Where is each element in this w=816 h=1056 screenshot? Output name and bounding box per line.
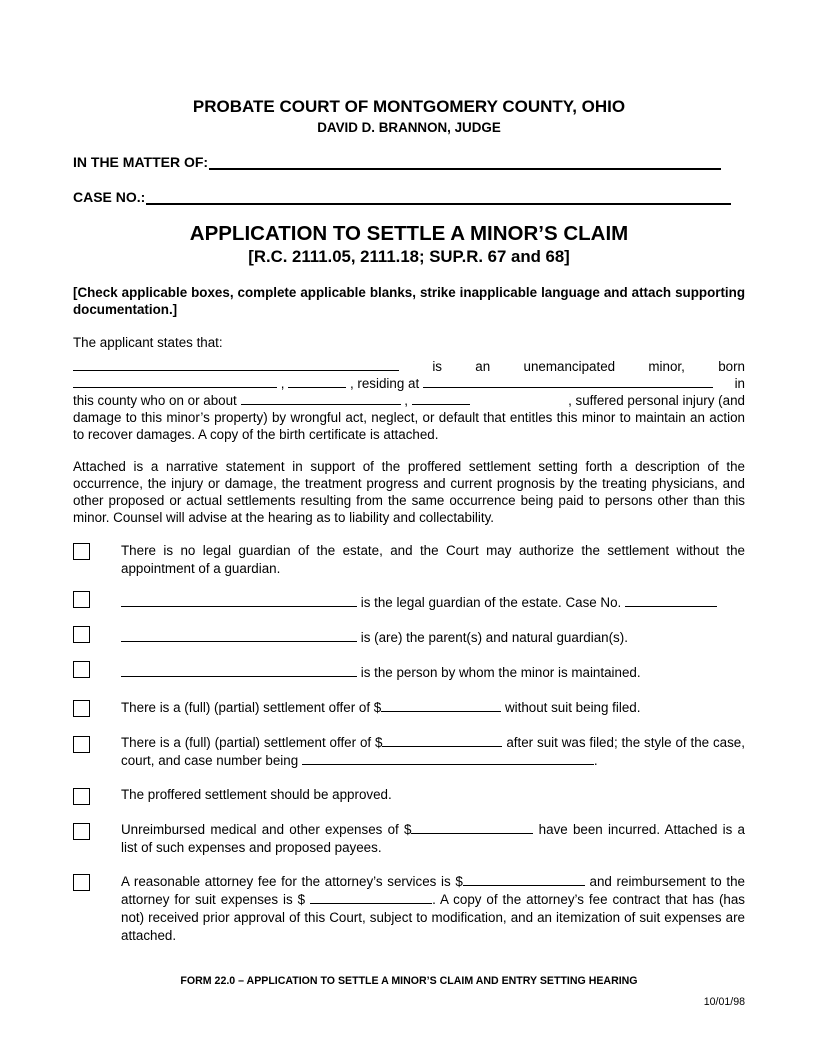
incident-date-blank[interactable] xyxy=(241,392,401,405)
checkbox-maintained[interactable] xyxy=(73,661,90,678)
checkbox-parents[interactable] xyxy=(73,626,90,643)
medical-text-a: Unreimbursed medical and other expenses of $ xyxy=(121,822,412,837)
word-born: born xyxy=(718,359,745,374)
county-who-text: this county who on or about xyxy=(73,393,237,408)
fee-text-b: and reimbursement to the attorney for suit expenses is $ xyxy=(121,874,745,907)
checkbox-offer-suit[interactable] xyxy=(73,736,90,753)
item-parents xyxy=(121,629,745,647)
offer-suit-text-a: There is a (full) (partial) settlement offer of $ xyxy=(121,735,383,750)
word-in: in xyxy=(734,376,745,391)
checkbox-legal-guardian[interactable] xyxy=(73,591,90,608)
parents-name-blank[interactable] xyxy=(121,629,357,642)
item-legal-guardian xyxy=(121,594,745,612)
fee-amount-blank[interactable] xyxy=(463,873,585,886)
fee-text-c: . A copy of the attorney’s fee contract that has (has not) received prior approval of this Court, subject to modification, and an itemization of suit expenses are attached. xyxy=(121,892,745,943)
checkbox-offer-no-suit[interactable] xyxy=(73,700,90,717)
word-is: is xyxy=(432,359,442,374)
word-unemancipated: unemancipated xyxy=(523,359,616,374)
matter-label: IN THE MATTER OF: xyxy=(73,154,209,170)
offer-no-suit-amount-blank[interactable] xyxy=(381,699,501,712)
offer-suit-text-c: . xyxy=(593,753,598,768)
offer-suit-amount-blank[interactable] xyxy=(382,734,502,747)
incident-year-blank[interactable] xyxy=(412,392,470,405)
case-label: CASE NO.: xyxy=(73,189,146,205)
birth-year-blank[interactable] xyxy=(288,375,346,388)
item-medical xyxy=(121,821,745,857)
narrative-paragraph: Attached is a narrative statement in support of the proffered settlement setting forth a description of the occurrence, the injury or damage, the treatment progress and current prognosis by the treating physicians, and other proposed or actual settlements resulting from the same occurrence being paid to persons other than this minor. Counsel will advise at the hearing as to liability and collectability. xyxy=(73,459,745,525)
item-offer-no-suit xyxy=(121,699,745,717)
form-citation: [R.C. 2111.05, 2111.18; SUP.R. 67 and 68] xyxy=(248,247,570,266)
birth-date-blank[interactable] xyxy=(73,375,277,388)
statement-rest: damage to this minor’s property) by wrongful act, neglect, or default that entitles this minor to maintain an action to recover damages. A copy of the birth certificate is attached. xyxy=(73,410,745,442)
item-maintained xyxy=(121,664,745,682)
comma-1: , xyxy=(280,376,285,391)
form-footer: FORM 22.0 – APPLICATION TO SETTLE A MINOR’S CLAIM AND ENTRY SETTING HEARING xyxy=(180,975,638,987)
offer-suit-text-b: after suit was filed; the style of the case, court, and case number being xyxy=(121,735,745,768)
checkbox-medical[interactable] xyxy=(73,823,90,840)
fee-text-a: A reasonable attorney fee for the attorney’s services is $ xyxy=(121,874,463,889)
court-name: PROBATE COURT OF MONTGOMERY COUNTY, OHIO xyxy=(192,97,626,116)
maintainer-name-blank[interactable] xyxy=(121,664,357,677)
item-attorney-fee xyxy=(121,873,745,945)
case-input[interactable] xyxy=(146,189,731,205)
case-field xyxy=(73,189,731,205)
checkbox-approved[interactable] xyxy=(73,788,90,805)
medical-text-b: have been incurred. Attached is a list of such expenses and proposed payees. xyxy=(121,822,745,855)
guardian-name-blank[interactable] xyxy=(121,594,357,607)
offer-no-suit-text-a: There is a (full) (partial) settlement offer of $ xyxy=(121,700,382,715)
legal-guardian-text: is the legal guardian of the estate. Case No. xyxy=(360,595,622,610)
minor-name-blank[interactable] xyxy=(73,358,399,371)
word-minor: minor, xyxy=(648,359,685,374)
matter-field xyxy=(73,154,721,170)
revision-date: 10/01/98 xyxy=(703,996,745,1008)
medical-amount-blank[interactable] xyxy=(411,821,533,834)
intro-text: The applicant states that: xyxy=(73,335,223,350)
offer-no-suit-text-b: without suit being filed. xyxy=(504,700,641,715)
maintained-text: is the person by whom the minor is maintained. xyxy=(360,665,641,680)
form-title: APPLICATION TO SETTLE A MINOR’S CLAIM xyxy=(189,222,629,245)
parents-text: is (are) the parent(s) and natural guardian(s). xyxy=(360,630,628,645)
statement-paragraph xyxy=(73,358,745,443)
instructions: [Check applicable boxes, complete applicable blanks, strike inapplicable language and attach supporting documentation.] xyxy=(73,285,745,317)
item-approved: The proffered settlement should be approved. xyxy=(121,787,392,802)
suffered-text: , suffered personal injury (and xyxy=(568,393,745,408)
suit-expenses-blank[interactable] xyxy=(310,891,432,904)
checkbox-no-guardian[interactable] xyxy=(73,543,90,560)
judge-name: DAVID D. BRANNON, JUDGE xyxy=(317,120,501,135)
residing-at-text: , residing at xyxy=(349,376,420,391)
case-style-blank[interactable] xyxy=(302,752,594,765)
item-no-guardian: There is no legal guardian of the estate, and the Court may authorize the settlement without the appointment of a guardian. xyxy=(121,543,745,576)
comma-2: , xyxy=(404,393,408,408)
guardian-case-no-blank[interactable] xyxy=(625,594,717,607)
matter-input[interactable] xyxy=(209,154,721,170)
item-offer-suit xyxy=(121,734,745,770)
residence-blank[interactable] xyxy=(423,375,713,388)
word-an: an xyxy=(475,359,491,374)
checkbox-attorney-fee[interactable] xyxy=(73,874,90,891)
